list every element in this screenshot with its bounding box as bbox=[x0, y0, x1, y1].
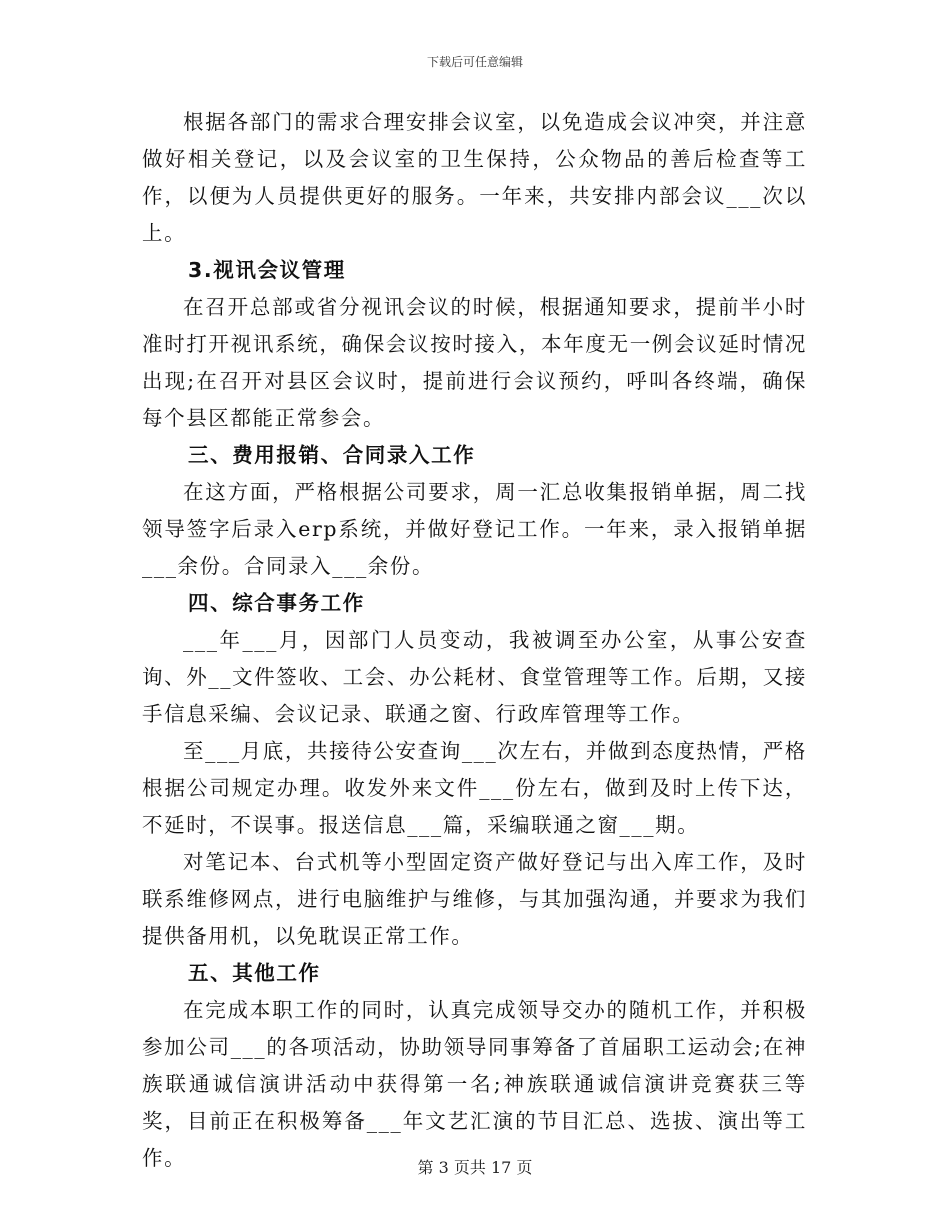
heading-other-work: 五、其他工作 bbox=[188, 961, 321, 985]
page-header: 下载后可任意编辑 bbox=[426, 55, 523, 69]
paragraph-general-affairs-2: 至___月底，共接待公安查询___次左右，并做到态度热情，严格根据公司规定办理。收发外来文件___份左右，做到及时上传下达，不延时，不误事。报送信息___篇，采编联通之窗___期。 bbox=[142, 739, 807, 837]
paragraph-meeting-room: 根据各部门的需求合理安排会议室，以免造成会议冲突，并注意做好相关登记，以及会议室的卫生保持，公众物品的善后检查等工作，以便为人员提供更好的服务。一年来，共安排内部会议___次以上。 bbox=[142, 110, 807, 245]
document-body bbox=[142, 104, 807, 1177]
heading-expense-contract: 三、费用报销、合同录入工作 bbox=[188, 443, 476, 467]
paragraph-general-affairs-1: ___年___月，因部门人员变动，我被调至办公室，从事公安查询、外__文件签收、工会、办公耗材、食堂管理等工作。后期，又接手信息采编、会议记录、联通之窗、行政库管理等工作。 bbox=[142, 628, 807, 726]
paragraph-other-work: 在完成本职工作的同时，认真完成领导交办的随机工作，并积极参加公司___的各项活动，协助领导同事筹备了首届职工运动会;在神族联通诚信演讲活动中获得第一名;神族联通诚信演讲竞赛获三等奖，目前正在积极筹备___年文艺汇演的节目汇总、选拔、演出等工作。 bbox=[142, 998, 807, 1170]
heading-video-conference: 3.视讯会议管理 bbox=[188, 258, 346, 282]
paragraph-video-conference: 在召开总部或省分视讯会议的时候，根据通知要求，提前半小时准时打开视讯系统，确保会议按时接入，本年度无一例会议延时情况出现;在召开对县区会议时，提前进行会议预约，呼叫各终端，确保每个县区都能正常参会。 bbox=[142, 295, 807, 430]
heading-general-affairs: 四、综合事务工作 bbox=[188, 591, 365, 615]
paragraph-general-affairs-3: 对笔记本、台式机等小型固定资产做好登记与出入库工作，及时联系维修网点，进行电脑维护与维修，与其加强沟通，并要求为我们提供备用机，以免耽误正常工作。 bbox=[142, 850, 807, 948]
page-footer: 第 3 页共 17 页 bbox=[417, 1158, 533, 1177]
paragraph-expense-contract: 在这方面，严格根据公司要求，周一汇总收集报销单据，周二找领导签字后录入erp系统，并做好登记工作。一年来，录入报销单据___余份。合同录入___余份。 bbox=[142, 480, 807, 578]
